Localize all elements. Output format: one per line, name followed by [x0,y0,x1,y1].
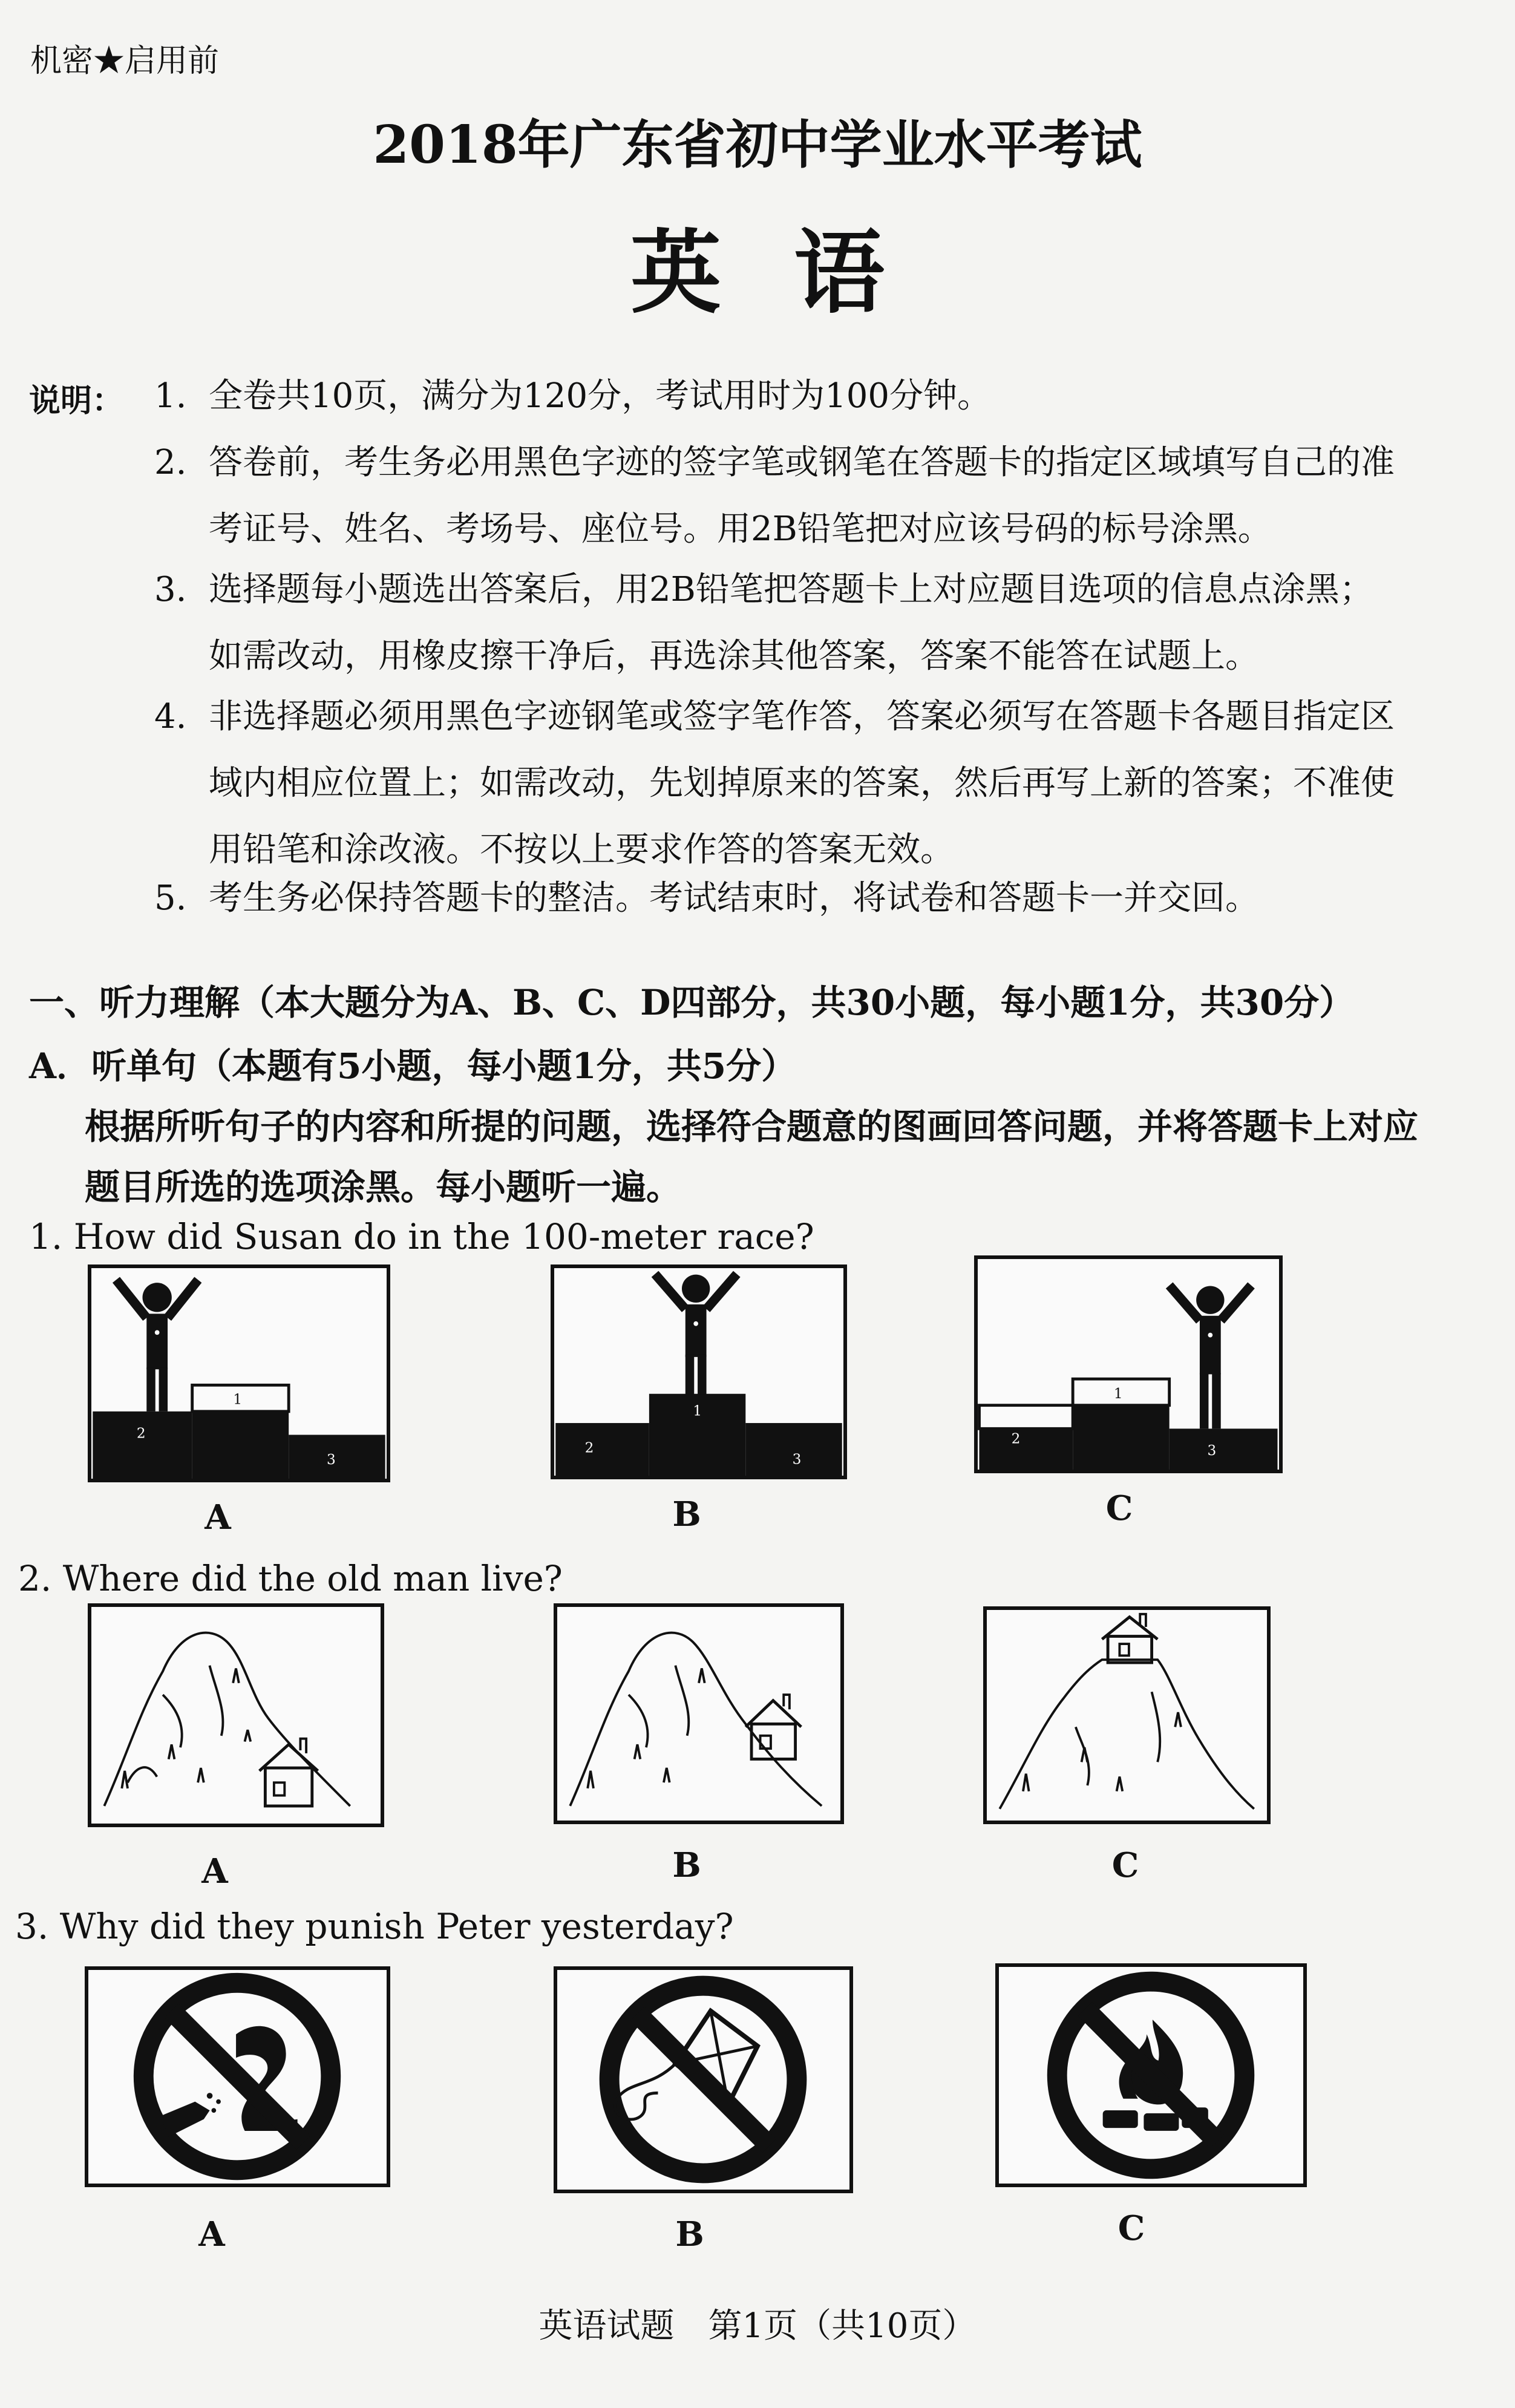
podium-number: 1 [1113,1386,1123,1402]
instruction-line: 用铅笔和涂改液。不按以上要求作答的答案无效。 [209,830,954,869]
instruction-item-3 [154,557,1485,690]
q1-option-a-image[interactable] [88,1265,390,1482]
q3-option-b-image[interactable] [554,1966,853,2193]
instruction-line: 如需改动，用橡皮擦干净后，再选涂其他答案，答案不能答在试题上。 [209,636,1259,676]
instruction-line: 选择题每小题选出答案后，用2B铅笔把答题卡上对应题目选项的信息点涂黑； [209,570,1373,609]
q2-option-a-image[interactable] [88,1603,384,1827]
instruction-number: 5. [154,878,187,918]
podium-number: 1 [233,1391,243,1408]
podium-number: 3 [327,1451,336,1468]
instruction-number: 1. [154,376,187,416]
podium-number: 2 [136,1425,146,1442]
q2-option-c-label: C [1111,1845,1139,1885]
no-kite-flying-sign-illustration [557,1970,849,2190]
q3-option-b-label: B [675,2214,704,2254]
podium-number: 2 [1011,1430,1021,1447]
podium-number: 3 [1207,1442,1217,1459]
mountain-house-top-illustration [987,1610,1267,1821]
instruction-line: 考生务必保持答题卡的整洁。考试结束时，将试卷和答题卡一并交回。 [209,878,1259,918]
part-heading: 一、听力理解（本大题分为A、B、C、D四部分，共30小题，每小题1分，共30分） [29,982,1355,1023]
q1-option-a-label: A [205,1497,231,1537]
q3-option-a-label: A [198,2214,225,2254]
instruction-number: 3. [154,570,187,609]
page-footer: 英语试题 第1页（共10页） [538,2306,977,2346]
instruction-number: 4. [154,697,187,736]
no-campfire-sign-illustration [999,1967,1303,2184]
subject-title: 英语 [630,220,957,326]
instruction-item-1 [154,363,1485,430]
mountain-house-foot-illustration [91,1607,381,1824]
q2-option-a-label: A [201,1851,228,1891]
instruction-item-4 [154,684,1485,883]
directions-line-1: 根据所听句子的内容和所提的问题，选择符合题意的图画回答问题，并将答题卡上对应 [85,1106,1419,1147]
instruction-number: 2. [154,443,187,482]
instruction-item-5 [154,865,1485,932]
q3-option-c-image[interactable] [995,1963,1307,2187]
instructions-label: 说明： [29,382,124,419]
instruction-line: 非选择题必须用黑色字迹钢笔或签字笔作答，答案必须写在答题卡各题目指定区 [209,697,1395,736]
podium-second-place-illustration [91,1268,387,1479]
question-3-text: 3. Why did they punish Peter yesterday? [15,1906,734,1947]
instruction-line: 全卷共10页，满分为120分，考试用时为100分钟。 [209,376,992,416]
instruction-line: 答卷前，考生务必用黑色字迹的签字笔或钢笔在答题卡的指定区域填写自己的准 [209,443,1395,482]
q2-option-b-image[interactable] [554,1603,844,1824]
q2-option-b-label: B [672,1845,701,1885]
q2-option-c-image[interactable] [983,1606,1271,1824]
podium-number: 1 [693,1402,702,1419]
question-1-text: 1. How did Susan do in the 100-meter race? [29,1216,814,1257]
podium-number: 3 [792,1451,802,1468]
q1-option-b-label: B [672,1494,701,1534]
instruction-line: 考证号、姓名、考场号、座位号。用2B铅笔把对应该号码的标号涂黑。 [209,509,1272,549]
no-feeding-sign-illustration [88,1970,387,2184]
instruction-line: 域内相应位置上；如需改动，先划掉原来的答案，然后再写上新的答案；不准使 [209,764,1395,803]
q3-option-c-label: C [1117,2208,1145,2248]
instruction-item-2 [154,430,1485,563]
q3-option-a-image[interactable] [85,1966,390,2187]
exam-title: 2018年广东省初中学业水平考试 [373,114,1142,175]
q1-option-c-image[interactable] [974,1255,1283,1473]
section-a-heading: A．听单句（本题有5小题，每小题1分，共5分） [29,1045,797,1087]
q1-option-c-label: C [1105,1488,1133,1528]
confidential-mark: 机密★启用前 [30,43,220,79]
podium-third-place-illustration [978,1259,1279,1470]
podium-first-place-illustration [554,1268,843,1476]
directions-line-2: 题目所选的选项涂黑。每小题听一遍。 [85,1166,682,1208]
podium-number: 2 [584,1439,594,1456]
question-2-text: 2. Where did the old man live? [18,1558,563,1599]
q1-option-b-image[interactable] [551,1265,847,1479]
mountain-house-slope-illustration [557,1607,840,1821]
